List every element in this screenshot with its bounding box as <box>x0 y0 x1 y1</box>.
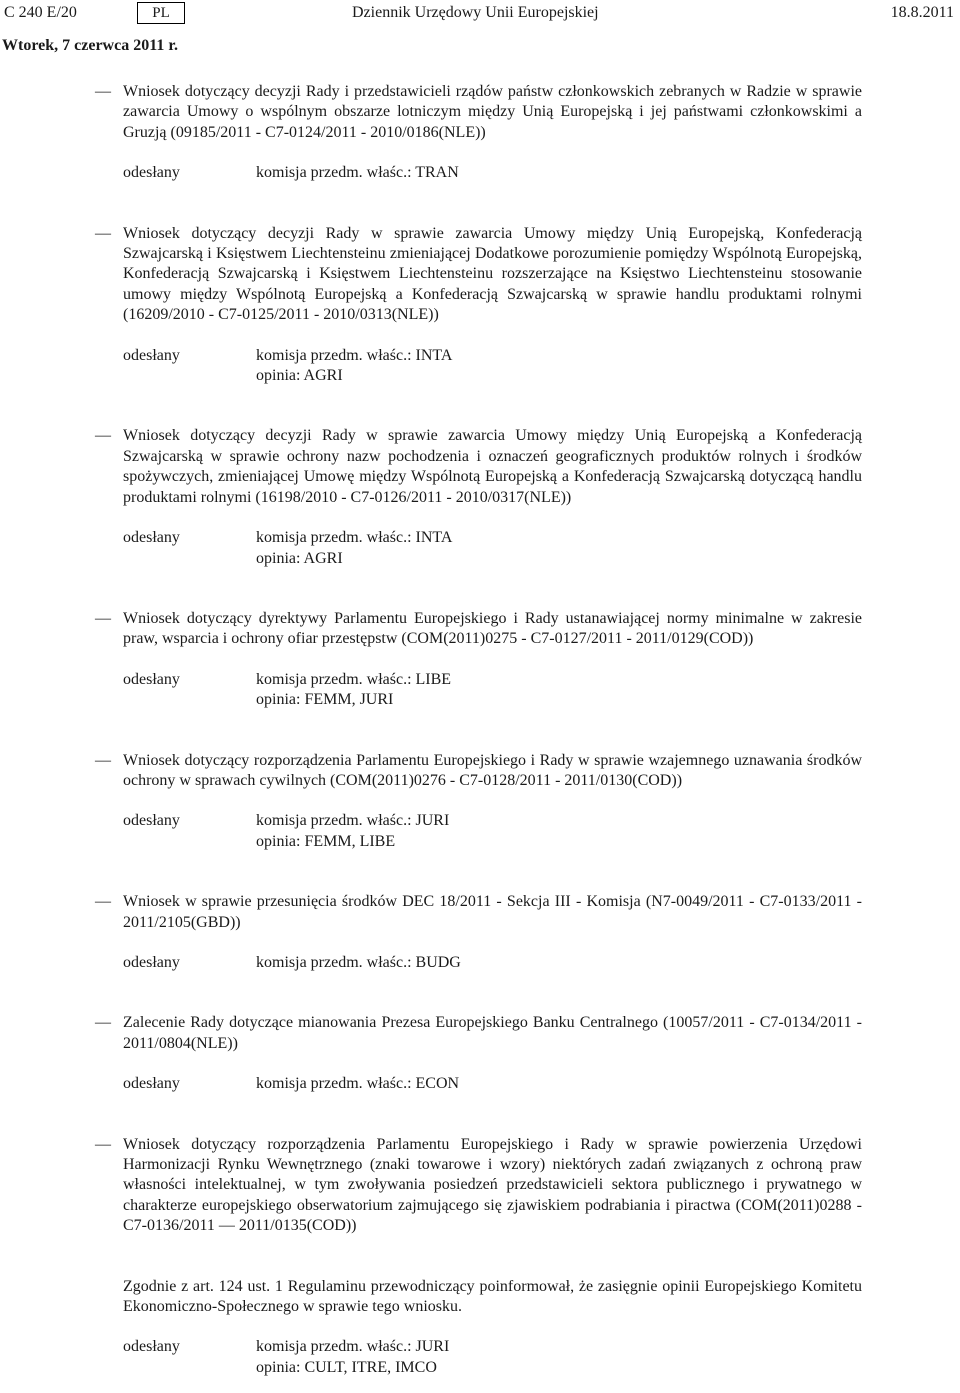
document-body <box>95 82 862 1378</box>
referral-block <box>123 1074 862 1094</box>
list-item <box>95 1135 862 1237</box>
item-text: Wniosek dotyczący decyzji Rady w sprawie zawarcia Umowy między Unią Europejską, Konfederacją Szwajcarską i Księstwem Liechtensteinu zmieniającej Dodatkowe porozumienie pomiędzy Wspólnotą Europejską, Konfederacją Szwajcarską i Księstwem Liechtensteinu rozszerzające na Księstwo Liechtensteinu stosowanie umowy między Wspólnotą Europejską a Konfederacją Szwajcarską w sprawie handlu produktami rolnymi (16209/2010 - C7-0125/2011 - 2010/0313(NLE)) <box>123 224 862 324</box>
referral-block <box>123 1337 862 1378</box>
referral-label: odesłany <box>123 812 180 830</box>
dash-marker: — <box>95 83 111 100</box>
referral-block <box>123 811 862 852</box>
dash-marker: — <box>95 224 111 242</box>
page-header <box>4 2 956 28</box>
referral-block <box>123 670 862 711</box>
referral-label: odesłany <box>123 1075 180 1093</box>
dash-marker: — <box>95 609 111 627</box>
lead-committee: komisja przedm. właśc.: ECON <box>256 1075 460 1093</box>
list-item <box>95 609 862 650</box>
item-text: Wniosek w sprawie przesunięcia środków DEC 18/2011 - Sekcja III - Komisja (N7-0049/2011 - C7-0133/2011 - 2011/2105(GBD)) <box>123 893 862 931</box>
item-text: Zalecenie Rady dotyczące mianowania Prezesa Europejskiego Banku Centralnego (10057/2011 - C7-0134/2011 - 2011/0804(NLE)) <box>123 1014 862 1052</box>
referral-label: odesłany <box>123 164 180 182</box>
referral-label: odesłany <box>123 1338 180 1356</box>
dash-marker: — <box>95 751 111 769</box>
referral-block <box>123 346 862 387</box>
journal-title: Dziennik Urzędowy Unii Europejskiej <box>352 4 599 21</box>
referral-label: odesłany <box>123 953 180 971</box>
lead-committee: komisja przedm. właśc.: JURI <box>256 812 450 830</box>
opinion-committees: opinia: CULT, ITRE, IMCO <box>256 1358 437 1376</box>
referral-label: odesłany <box>123 670 180 688</box>
list-item <box>95 224 862 326</box>
consultation-note: Zgodnie z art. 124 ust. 1 Regulaminu przewodniczący poinformował, że zasięgnie opinii Europejskiego Komitetu Ekonomiczno-Społecznego w sprawie tego wniosku. <box>123 1277 862 1316</box>
list-item <box>95 82 862 143</box>
referral-block <box>123 953 862 973</box>
language-badge: PL <box>137 2 185 24</box>
sitting-date: Wtorek, 7 czerwca 2011 r. <box>2 37 178 54</box>
dash-marker: — <box>95 1135 111 1153</box>
lead-committee: komisja przedm. właśc.: BUDG <box>256 953 461 971</box>
dash-marker: — <box>95 427 111 445</box>
publication-date: 18.8.2011 <box>890 4 954 21</box>
lead-committee: komisja przedm. właśc.: LIBE <box>256 670 452 688</box>
lead-committee: komisja przedm. właśc.: INTA <box>256 529 453 547</box>
item-text: Wniosek dotyczący rozporządzenia Parlamentu Europejskiego i Rady w sprawie wzajemnego uznawania środków ochrony w sprawach cywilnych (COM(2011)0276 - C7-0128/2011 - 2011/0130(COD)) <box>123 751 862 789</box>
item-text: Wniosek dotyczący decyzji Rady i przedstawicieli rządów państw członkowskich zebranych w Radzie w sprawie zawarcia Umowy o wspólnym obszarze lotniczym między Unią Europejską i jej państwami członkowskimi a Gruzją (09185/2011 - C7-0124/2011 - 2010/0186(NLE)) <box>123 83 862 141</box>
list-item <box>95 751 862 792</box>
lead-committee: komisja przedm. właśc.: TRAN <box>256 164 459 182</box>
referral-block <box>123 163 862 183</box>
opinion-committees: opinia: AGRI <box>256 367 343 385</box>
item-text: Wniosek dotyczący dyrektywy Parlamentu Europejskiego i Rady ustanawiającej normy minimalne w zakresie praw, wsparcia i ochrony ofiar przestępstw (COM(2011)0275 - C7-0127/2011 - 2011/0129(COD)) <box>123 609 862 648</box>
item-text: Wniosek dotyczący rozporządzenia Parlamentu Europejskiego i Rady w sprawie powierzenia Urzędowi Harmonizacji Rynku Wewnętrznego (znaki towarowe i wzory) niektórych zadań związanych z ochroną praw własności intelektualnej, w tym zwoływania posiedzeń przedstawicieli sektora publicznego i prywatnego w charakterze europejskiego obserwatorium zajmującego się zjawiskiem podrabiania i piractwa (COM(2011)0288 - C7-0136/2011 — 2011/0135(COD)) <box>123 1135 862 1235</box>
journal-reference: C 240 E/20 <box>4 4 77 21</box>
referral-block <box>123 528 862 569</box>
opinion-committees: opinia: FEMM, JURI <box>256 691 394 709</box>
list-item <box>95 426 862 508</box>
lead-committee: komisja przedm. właśc.: JURI <box>256 1338 450 1356</box>
item-text: Wniosek dotyczący decyzji Rady w sprawie zawarcia Umowy między Unią Europejską a Konfederacją Szwajcarską w sprawie ochrony nazw pochodzenia i oznaczeń geograficznych produktów rolnych i środków spożywczych, zmieniającej Umowę między Wspólnotą Europejską a Konfederacją Szwajcarską dotyczącą handlu produktami rolnymi (16198/2010 - C7-0126/2011 - 2010/0317(NLE)) <box>123 427 862 506</box>
opinion-committees: opinia: FEMM, LIBE <box>256 832 396 850</box>
lead-committee: komisja przedm. właśc.: INTA <box>256 346 453 364</box>
dash-marker: — <box>95 893 111 911</box>
referral-label: odesłany <box>123 529 180 547</box>
referral-label: odesłany <box>123 346 180 364</box>
dash-marker: — <box>95 1014 111 1032</box>
list-item <box>95 1013 862 1054</box>
list-item <box>95 892 862 933</box>
opinion-committees: opinia: AGRI <box>256 549 343 567</box>
